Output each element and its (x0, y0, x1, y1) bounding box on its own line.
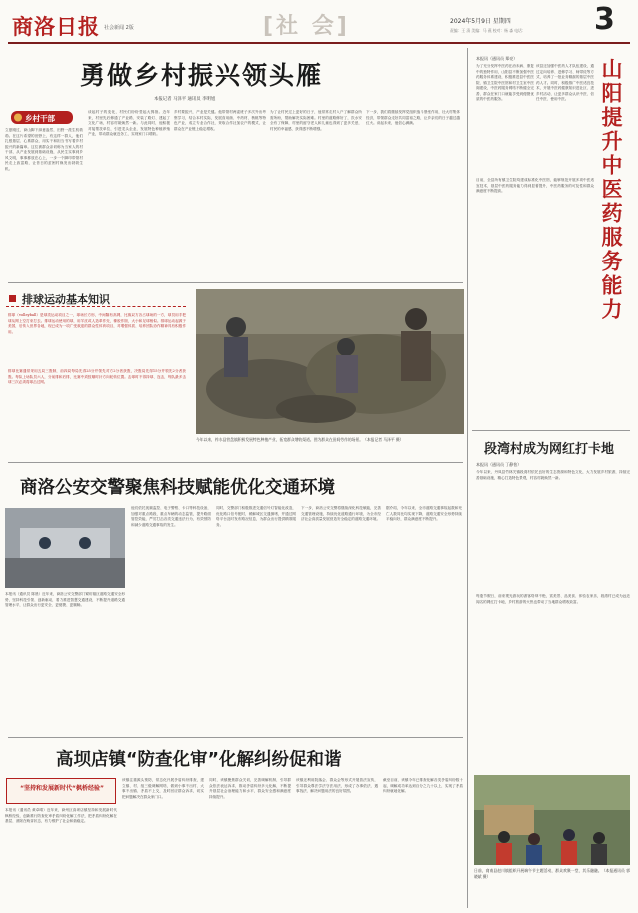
sidebar1-text-1: 为了充分发挥中医药在治未病、康复中的独特作用，山阳县不断加强中医药服务体系建设，积极推进县中医医院、镇卫生院中医馆和村卫生室中医阁建设，中医药服务网络不断健全完善，群众在家门口就能享受到便捷优质的中医药服务。 (476, 64, 534, 101)
column-divider (467, 48, 468, 908)
sidebar1-article (472, 48, 632, 428)
story2-headline: 排球运动基本知识 (22, 293, 110, 306)
story1-column-3: 乡村要振兴，产业是关键。他带领村两委班子多次外出考察学习，结合本村实际，发展食用菌、中药材、核桃等特色产业，成立专业合作社，采取合作社加农户的模式，让群众在产业链上稳定增收。 (174, 110, 266, 131)
sidebar2-headline: 段湾村成为网红打卡地 (484, 442, 615, 457)
sidebar1-headline: 山阳提升中医药服务能力 (599, 58, 623, 322)
story3-article (0, 466, 466, 736)
sidebar1-text-2: 该县还加强中医药人才队伍建设，通过定向培养、进修学习、师带徒等方式，培养了一批业务精湛的基层中医药人才。同时，积极推广中医适宜技术，开展中医药健康知识进社区、进乡村活动，让更多群众认识中医、信任中医、使用中医。 (536, 64, 594, 101)
section-title: [社 会] (263, 14, 350, 39)
traffic-police-photo (5, 508, 125, 588)
story2-column-2: 排球比赛通常采用五局三胜制，前四局每局先得25分并领先对方2分者获胜，决胜局先得15分并领先2分者获胜。每队上场队员六人，分前排和后排，比赛中须按顺时针方向轮转位置。击球时不得持球、连击，每队最多击球三次必须将球击过网。 (8, 369, 186, 384)
story2-article (6, 285, 191, 440)
sidebar2-text-2: 每逢节假日，前来观光游玩的游客络绎不绝，赏美景、品美食、体验农家乐，段湾村已成为远近闻名的网红打卡地，乡村旅游的火热也带动了当地群众增收致富。 (476, 594, 630, 604)
sidebar2-byline: 本报讯（通讯员 丁静怡） (476, 462, 522, 467)
story1-column-4: 为了让村民过上更好的日子，他常常走村入户了解群众所需所盼，帮助解决实际困难。村里的道路修好了，饮水安全有了保障，村里的留守老人和儿童也得到了更多关爱，村民的幸福感、获得感不断增强。 (270, 110, 362, 131)
issue-date: 2024年5月9日 星期四 (450, 18, 511, 25)
story2-column-1: 排球（volleyball）是球类运动项目之一，球场长方形，中间隔有高网，比赛双方各占球场的一方，球员用手把球从网上空打来打去。排球运动使用的球，用羊皮或人造革作壳，橡胶作胆，大小和足球相似。排球运动起源于美国，后传入世界各地，现已成为一项广受欢迎的群众性体育项目，对增强体质、培养团队协作精神具有积极作用。 (8, 313, 186, 334)
story1-byline: 本报记者 马泽平 通讯员 李明旭 (154, 97, 216, 102)
farm-workers-photo (196, 289, 464, 434)
story3-headline: 商洛公安交警聚焦科技赋能优化交通环境 (20, 478, 335, 498)
divider (8, 282, 463, 283)
divider (472, 430, 630, 431)
photo2-caption: 日前，商南县赵川镇组织开展端午节主题活动，群众欢聚一堂，其乐融融。（本报通讯员 郭晓斌 摄） (474, 868, 630, 879)
page-number: 3 (594, 2, 615, 37)
village-crowd-photo (474, 775, 630, 865)
story4-tag-label: “坚持和发展新时代“枫桥经验” (20, 785, 104, 792)
story1-column-5: 下一步，我们将继续发挥党组织战斗堡垒作用，壮大村集体经济，带领群众走好共同富裕之路，让乡亲们的日子越过越红火。谈起未来，他信心满满。 (366, 110, 460, 125)
story3-column-1: 本报讯（通讯员 陈晨）近年来，商洛公安交警部门紧盯辖区道路交通安全形势，坚持科技引领、创新驱动，着力推进智慧交通建设，不断提升道路交通管理水平，让群众出行更安全、更便捷、更顺畅。 (5, 592, 125, 607)
masthead-rule (8, 42, 630, 44)
story2-title-bar (6, 291, 186, 307)
news-photo-1 (196, 289, 464, 434)
story3-column-4: 下一步，商洛公安交警将继续深化科技赋能，完善交通管理设施，持续优化道路通行环境，为全市经济社会高质量发展营造安全稳定的道路交通环境。 (301, 506, 381, 521)
story4-column-1: 本报讯（通讯员 黄卓晴）近年来，商州区高坝店镇坚持和发展新时代枫桥经验，创新推行防查化审矛盾纠纷化解工作法，把矛盾纠纷化解在基层、消除在萌芽状态，有力维护了社会和谐稳定。 (5, 808, 117, 823)
story1-tag (9, 108, 77, 126)
story1-headline: 勇做乡村振兴领头雁 (80, 61, 324, 90)
sidebar1-text-3: 目前，全县所有镇卫生院均建成标准化中医馆，能够规范开展多项中医适宜技术，基层中医药服务能力得到显著提升，中医药服务的可及性和群众满意度不断提高。 (476, 178, 594, 193)
story4-column-5: 截至目前，该镇今年已排查化解各类矛盾纠纷数十起，调解成功率达到百分之九十以上，实现了矛盾纠纷就地化解。 (383, 778, 463, 793)
story4-headline: 高坝店镇“防查化审”化解纠纷促和谐 (56, 750, 342, 770)
story1-tag-label: 乡村干部 (25, 114, 55, 123)
sidebar1-byline: 本报讯（通讯员 郑亮） (476, 56, 518, 61)
divider (8, 737, 463, 738)
newspaper-logo: 商洛日报 (12, 15, 100, 39)
photo1-caption: 今年以来，柞水县营盘镇积极发展特色种植产业，拓宽群众增收渠道。图为群众在田间劳作的场景。（本报记者 马泽平 摄） (196, 437, 404, 442)
story3-column-2: 他们依托视频监控、电子警察、卡口等科技设备，加强对重点路段、重点车辆的动态监管，提升路面管控效能，严厉打击各类交通违法行为，有效预防和减少道路交通事故的发生。 (131, 506, 211, 527)
story1-column-2: 谈起村子的变化，村民们纷纷竖起大拇指。近年来，村里先后修通了产业路、安装了路灯、建起了文化广场，村容村貌焕然一新。与此同时，他积极对接帮扶单位，引进龙头企业，发展特色种植养殖产业，带动群众就近务工，实现家门口增收。 (88, 110, 170, 136)
story1-column-1: 立夏刚过，商山脚下绿意盎然，田野一派生机勃勃。在这片希望的田野上，有这样一群人，他们扎根基层、心系群众，用实干和担当书写着乡村振兴的新篇章。这位被群众亲切称为当家人的村干部，从产业发展到基础设施，从民生实事到乡风文明，事事都放在心上，一步一个脚印带领村民走上致富路，让昔日的贫困村焕发出勃勃生机。 (5, 128, 83, 171)
sidebar2-article (472, 432, 632, 772)
page-editors: 责编：王 清 美编：马 燕 校对：杨 淼 电话： (450, 28, 526, 33)
story3-column-5: 据介绍，今年以来，全市道路交通事故起数和死亡人数同比均实现下降，道路交通安全形势持续平稳向好，群众满意度不断提升。 (386, 506, 462, 521)
story4-article (0, 740, 466, 910)
story1-article (0, 48, 465, 278)
news-photo-2 (474, 775, 630, 865)
masthead (0, 0, 638, 44)
divider (8, 462, 463, 463)
story4-column-4: 该镇还利用院落会、群众会等形式开展普法宣传，引导群众尊法学法守法用法，形成了办事依法、遇事找法、解决问题用法的良好氛围。 (296, 778, 378, 793)
story4-column-2: 该镇注重源头预防，常态化开展矛盾纠纷排查，建立镇、村、组三级调解网络，做到小事不出村、大事不出镇、矛盾不上交，及时回应群众诉求，切实把问题解决在群众家门口。 (122, 778, 204, 799)
square-bullet-icon (9, 295, 16, 302)
story4-column-3: 同时，该镇聚焦群众关切，完善调解机制，引导群众依法表达诉求，推动矛盾纠纷多元化解，不断提升基层社会治理能力和水平，群众安全感和满意度持续提升。 (209, 778, 291, 799)
sidebar2-text-1: 今年以来，丹凤县竹林关镇段湾村依托良好的生态资源和特色文化，大力发展乡村旅游，持续完善基础设施，精心打造特色景观，村容村貌焕然一新。 (476, 470, 630, 480)
story3-photo (5, 508, 125, 588)
story3-column-3: 同时，交警部门积极推进交通信号灯智能化改造，优化路口信号配时，缓解城区交通拥堵，并通过网络平台及时发布路况信息，为群众出行提供精准服务。 (216, 506, 296, 527)
masthead-subline: 社会新闻 2版 (104, 25, 134, 31)
story4-tag (6, 778, 116, 804)
